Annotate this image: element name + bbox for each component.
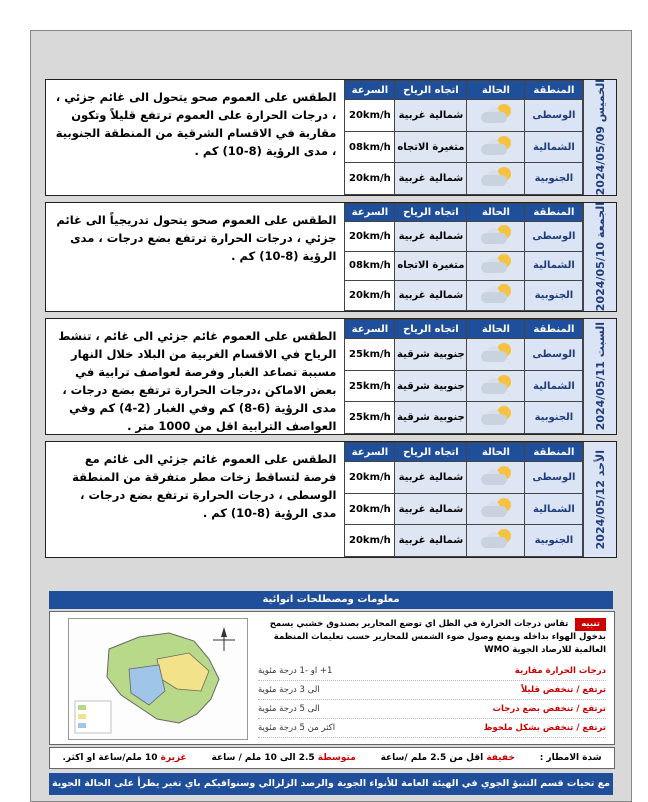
grade-row: ترتفع / تنخفض بضع درجات الى 5 درجة مئوية xyxy=(258,700,606,719)
weather-state xyxy=(467,281,525,311)
table-header xyxy=(345,204,583,222)
weather-state xyxy=(467,370,525,402)
forecast-table xyxy=(344,203,583,311)
wind-direction: شمالية غربية xyxy=(395,100,467,132)
weather-state xyxy=(467,222,525,252)
table-header xyxy=(345,320,583,339)
wind-direction: متغيرة الاتجاه xyxy=(395,251,467,281)
rain-mid-label: متوسطة xyxy=(317,753,356,763)
header-speed: السرعة xyxy=(345,320,395,339)
region-name: الوسطى xyxy=(525,462,583,494)
partly-cloudy-icon xyxy=(479,375,513,395)
region-row xyxy=(345,339,583,371)
day-block xyxy=(45,318,617,435)
wind-speed: 20km/h xyxy=(345,222,395,252)
header-region: المنطقة xyxy=(525,320,583,339)
partly-cloudy-icon xyxy=(479,254,513,274)
header-region: المنطقة xyxy=(525,443,583,462)
header-speed: السرعة xyxy=(345,204,395,222)
wind-direction: شمالية غربية xyxy=(395,222,467,252)
header-region: المنطقة xyxy=(525,204,583,222)
wind-speed: 08km/h xyxy=(345,251,395,281)
rain-light-label: خفيفة xyxy=(486,753,515,763)
region-name: الجنوبية xyxy=(525,281,583,311)
forecast-table xyxy=(344,319,583,434)
partly-cloudy-icon xyxy=(479,343,513,363)
region-row xyxy=(345,100,583,132)
partly-cloudy-icon xyxy=(479,466,513,486)
wind-speed: 20km/h xyxy=(345,163,395,195)
wind-speed: 25km/h xyxy=(345,370,395,402)
partly-cloudy-icon xyxy=(479,406,513,426)
header-wind: اتجاه الرياح xyxy=(395,320,467,339)
partly-cloudy-icon xyxy=(479,136,513,156)
forecast-page xyxy=(30,30,632,802)
rain-heavy-label: غزيرة xyxy=(160,753,187,763)
temperature-note xyxy=(258,618,606,657)
day-block xyxy=(45,79,617,196)
forecast-table xyxy=(344,80,583,195)
region-name: الشمالية xyxy=(525,493,583,525)
weather-state xyxy=(467,493,525,525)
region-name: الشمالية xyxy=(525,131,583,163)
region-row xyxy=(345,462,583,494)
day-date: الأحد 2024/05/12 xyxy=(583,442,616,557)
weather-state xyxy=(467,402,525,434)
header-state: الحالة xyxy=(467,204,525,222)
region-name: الجنوبية xyxy=(525,163,583,195)
region-row xyxy=(345,370,583,402)
weather-state xyxy=(467,100,525,132)
weather-state xyxy=(467,131,525,163)
wind-speed: 25km/h xyxy=(345,339,395,371)
day-date: الخميس 2024/05/09 xyxy=(583,80,616,195)
region-name: الوسطى xyxy=(525,339,583,371)
forecast-days xyxy=(45,79,617,564)
temperature-grades xyxy=(258,662,606,738)
wind-direction: جنوبية شرقية xyxy=(395,402,467,434)
day-description: الطقس على العموم صحو يتحول الى غائم جزئي ، ، درجات الحرارة على العموم ترتفع قليلاً وتكون مقاربة في الاقسام الشرقية من المنطقة الجنوبية ، مدى الرؤية (8-10) كم . xyxy=(55,90,337,158)
header-wind: اتجاه الرياح xyxy=(395,204,467,222)
header-wind: اتجاه الرياح xyxy=(395,443,467,462)
partly-cloudy-icon xyxy=(479,498,513,518)
partly-cloudy-icon xyxy=(479,167,513,187)
partly-cloudy-icon xyxy=(479,529,513,549)
wind-direction: شمالية غربية xyxy=(395,525,467,557)
region-row xyxy=(345,131,583,163)
region-row xyxy=(345,163,583,195)
header-speed: السرعة xyxy=(345,81,395,100)
day-description: الطقس على العموم غائم جزئي الى غائم ، تنشط الرياح في الاقسام الغربية من البلاد خلال النهار مسببة تصاعد الغبار وفرصة لعواصف ترابية في بعض الاماكن ،درجات الحرارة ترتفع بضع درجات ، مدى الرؤية (6-8) كم وفي الغبار (2-4) كم وفي العواصف الترابية اقل من 1000 متر . xyxy=(58,329,337,433)
grade-row: ترتفع / تنخفض قليلاً الى 3 درجة مئوية xyxy=(258,681,606,700)
header-state: الحالة xyxy=(467,443,525,462)
rain-intensity: شدة الامطار : خفيفة اقل من 2.5 ملم /ساعة متوسطة 2.5 الى 10 ملم / ساعة غزيرة 10 ملم/ساعة او اكثر. xyxy=(49,747,615,769)
wind-speed: 20km/h xyxy=(345,493,395,525)
region-row xyxy=(345,251,583,281)
header-speed: السرعة xyxy=(345,443,395,462)
wind-direction: شمالية غربية xyxy=(395,163,467,195)
wind-speed: 08km/h xyxy=(345,131,395,163)
region-row xyxy=(345,493,583,525)
rain-title: شدة الامطار : xyxy=(539,753,602,763)
warning-tag: تنبيه xyxy=(575,618,606,631)
info-title: معلومات ومصطلحات انوائية xyxy=(49,591,613,609)
region-name: الشمالية xyxy=(525,251,583,281)
wind-direction: شمالية غربية xyxy=(395,281,467,311)
day-block xyxy=(45,441,617,558)
region-row xyxy=(345,402,583,434)
region-name: الجنوبية xyxy=(525,525,583,557)
day-date: السبت 2024/05/11 xyxy=(583,319,616,434)
wind-speed: 25km/h xyxy=(345,402,395,434)
region-name: الجنوبية xyxy=(525,402,583,434)
weather-state xyxy=(467,251,525,281)
table-header xyxy=(345,81,583,100)
day-description: الطقس على العموم غائم جزئي الى غائم مع فرصة لتساقط زخات مطر متفرقة من المنطقة الوسطى ، درجات الحرارة ترتفع بضع درجات ، مدى الرؤية (8-10) كم . xyxy=(72,452,337,520)
table-header xyxy=(345,443,583,462)
wind-direction: شمالية غربية xyxy=(395,462,467,494)
iraq-map xyxy=(68,618,248,740)
region-name: الوسطى xyxy=(525,100,583,132)
wind-speed: 20km/h xyxy=(345,100,395,132)
region-row xyxy=(345,222,583,252)
wind-direction: جنوبية شرقية xyxy=(395,339,467,371)
wind-speed: 20km/h xyxy=(345,525,395,557)
note-text: تقاس درجات الحرارة في الظل اي توضع المحارير بصندوق خشبي يسمح بدخول الهواء بداخله ويمنع وصول ضوء الشمس للمحارير حسب تعليمات المنظمة العالمية للارصاد الجوية WMO xyxy=(269,619,606,655)
region-name: الوسطى xyxy=(525,222,583,252)
wind-speed: 20km/h xyxy=(345,462,395,494)
forecast-table xyxy=(344,442,583,557)
weather-state xyxy=(467,339,525,371)
wind-direction: جنوبية شرقية xyxy=(395,370,467,402)
day-date: الجمعة 2024/05/10 xyxy=(583,203,616,311)
partly-cloudy-icon xyxy=(479,104,513,124)
compass-icon xyxy=(213,627,235,651)
info-box xyxy=(49,611,615,745)
grade-row: درجات الحرارة مقاربة 1+ او -1 درجة مئوية xyxy=(258,662,606,681)
region-row xyxy=(345,281,583,311)
wind-speed: 20km/h xyxy=(345,281,395,311)
header-wind: اتجاه الرياح xyxy=(395,81,467,100)
weather-state xyxy=(467,462,525,494)
weather-state xyxy=(467,525,525,557)
partly-cloudy-icon xyxy=(479,225,513,245)
day-block xyxy=(45,202,617,312)
header-state: الحالة xyxy=(467,320,525,339)
wind-direction: متغيرة الاتجاه xyxy=(395,131,467,163)
day-description: الطقس على العموم صحو يتحول تدريجياً الى غائم جزئي ، درجات الحرارة ترتفع بضع درجات ، مدى الرؤية (8-10) كم . xyxy=(56,213,337,263)
wind-direction: شمالية غربية xyxy=(395,493,467,525)
grade-row: ترتفع / تنخفض بشكل ملحوظ اكثر من 5 درجة مئوية xyxy=(258,719,606,738)
footer-banner: مع تحيات قسم التنبؤ الجوي في الهيئة العامة للأنواء الجوية والرصد الزلزالي وسنوافيكم باي تغير يطرأ على الحالة الجوية xyxy=(49,773,613,795)
region-name: الشمالية xyxy=(525,370,583,402)
header-state: الحالة xyxy=(467,81,525,100)
partly-cloudy-icon xyxy=(479,284,513,304)
region-row xyxy=(345,525,583,557)
weather-state xyxy=(467,163,525,195)
header-region: المنطقة xyxy=(525,81,583,100)
